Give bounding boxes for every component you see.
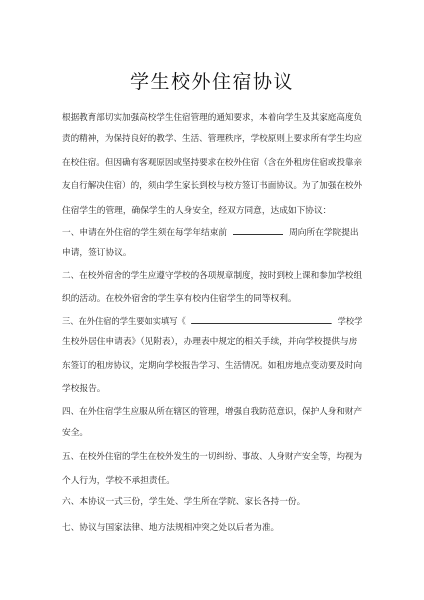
line-text: 责的精神，为保持良好的教学、生活、管理秩序，学校原则上要求所有学生均应 bbox=[62, 134, 363, 144]
document-line bbox=[62, 476, 175, 487]
fill-in-blank bbox=[233, 226, 283, 235]
line-text: 学校报告。 bbox=[62, 384, 106, 394]
line-text-after-blank: 学校学 bbox=[337, 317, 363, 327]
document-line bbox=[62, 428, 88, 439]
document-line bbox=[62, 158, 362, 169]
line-text: 七、协议与国家法律、地方法规相冲突之处以后者为准。 bbox=[62, 523, 280, 533]
document-line bbox=[62, 361, 362, 372]
fill-in-blank bbox=[191, 315, 332, 324]
line-text: 六、本协议一式三份，学生处、学生所在学院、家长各持一份。 bbox=[62, 497, 306, 507]
document-line bbox=[62, 181, 362, 192]
line-text: 五、在校外住宿的学生在校外发生的一切纠纷、事故、人身财产安全等，均视为 bbox=[62, 452, 363, 462]
document-line bbox=[62, 248, 132, 259]
line-text: 根据教育部切实加强高校学生住宿管理的通知要求，本着向学生及其家庭高度负 bbox=[62, 113, 363, 123]
document-line bbox=[62, 337, 357, 348]
document-line bbox=[62, 113, 362, 124]
document-line bbox=[62, 271, 362, 282]
line-text-before-blank: 三、在外住宿的学生要如实填写《 bbox=[62, 317, 186, 327]
document-line bbox=[62, 497, 305, 508]
document-line bbox=[62, 523, 279, 534]
document-line bbox=[62, 226, 359, 239]
document-line bbox=[62, 452, 362, 463]
line-text: 安全。 bbox=[62, 428, 89, 438]
line-text: 个人行为，学校不承担责任。 bbox=[62, 476, 175, 486]
line-text: 织的活动。在校外宿舍的学生享有校内住宿学生的同等权利。 bbox=[62, 294, 297, 304]
line-text: 四、在外住宿学生应服从所在辖区的管理，增强自我防范意识，保护人身和财产 bbox=[62, 407, 363, 417]
document-line bbox=[62, 206, 331, 217]
line-text: 在校住宿。但因确有客观原因或坚持要求在校外住宿（含在外租房住宿或投靠亲 bbox=[62, 158, 363, 168]
line-text: 申请，签订协议。 bbox=[62, 248, 132, 258]
line-text: 友自行解决住宿）的，须由学生家长到校与校方签订书面协议。为了加强在校外 bbox=[62, 181, 363, 191]
line-text: 二、在校外宿舍的学生应遵守学校的各项规章制度，按时到校上课和参加学校组 bbox=[62, 271, 363, 281]
line-text: 东签订的租房协议，定期向学校报告学习、生活情况。如租房地点变动要及时向 bbox=[62, 361, 363, 371]
document-line bbox=[62, 407, 362, 418]
line-text: 生校外居住申请表》（见附表），办理表中规定的相关手续，并向学校提供与房 bbox=[62, 337, 358, 347]
line-text-after-blank: 周向所在学院提出 bbox=[289, 228, 359, 238]
document-title: 学生校外住宿协议 bbox=[129, 71, 294, 93]
line-text: 住宿学生的管理，确保学生的人身安全，经双方同意，达成如下协议： bbox=[62, 206, 332, 216]
document-line bbox=[62, 384, 105, 395]
document-line bbox=[62, 134, 362, 145]
document-line bbox=[62, 315, 362, 328]
line-text-before-blank: 一、申请在外住宿的学生须在每学年结束前 bbox=[62, 228, 228, 238]
document-line bbox=[62, 294, 297, 305]
